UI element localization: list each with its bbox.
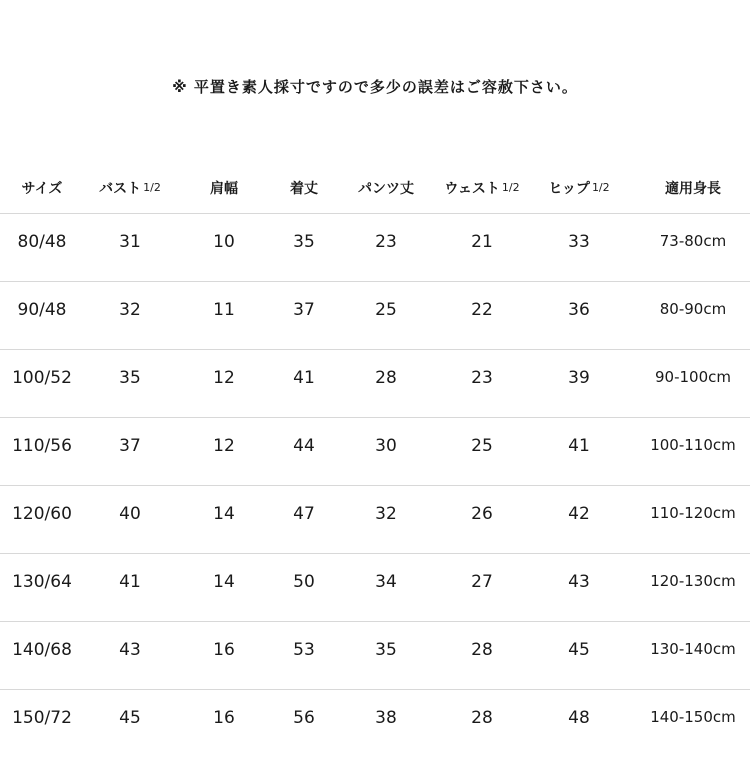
cell-shoulder: 12 xyxy=(213,368,235,388)
cell-waist: 28 xyxy=(471,708,493,728)
measurement-note: ※ 平置き素人採寸ですので多少の誤差はご容赦下さい。 xyxy=(172,78,578,96)
cell-waist: 23 xyxy=(471,368,493,388)
cell-shoulder: 16 xyxy=(213,708,235,728)
table-row xyxy=(0,214,750,282)
cell-pants-length: 23 xyxy=(375,232,397,252)
cell-height: 120-130cm xyxy=(650,572,736,590)
cell-length: 47 xyxy=(293,504,315,524)
cell-hip: 39 xyxy=(568,368,590,388)
cell-bust: 35 xyxy=(119,368,141,388)
cell-hip: 33 xyxy=(568,232,590,252)
cell-length: 56 xyxy=(293,708,315,728)
table-row xyxy=(0,554,750,622)
cell-size: 90/48 xyxy=(17,300,67,320)
cell-length: 37 xyxy=(293,300,315,320)
table-row xyxy=(0,486,750,554)
cell-size: 110/56 xyxy=(12,436,72,456)
header-cell-bust: バスト 1/2 xyxy=(99,181,161,197)
cell-shoulder: 14 xyxy=(213,504,235,524)
cell-size: 130/64 xyxy=(12,572,72,592)
cell-length: 44 xyxy=(293,436,315,456)
cell-size: 80/48 xyxy=(17,232,67,252)
cell-height: 73-80cm xyxy=(659,232,727,250)
cell-pants-length: 32 xyxy=(375,504,397,524)
cell-size: 120/60 xyxy=(12,504,72,524)
cell-pants-length: 30 xyxy=(375,436,397,456)
cell-hip: 42 xyxy=(568,504,590,524)
table-body xyxy=(0,214,750,758)
cell-length: 53 xyxy=(293,640,315,660)
cell-height: 80-90cm xyxy=(659,300,727,318)
cell-bust: 32 xyxy=(119,300,141,320)
header-cell-size: サイズ xyxy=(21,181,63,197)
cell-height: 140-150cm xyxy=(650,708,736,726)
cell-waist: 21 xyxy=(471,232,493,252)
cell-hip: 43 xyxy=(568,572,590,592)
size-table xyxy=(0,170,750,758)
cell-waist: 27 xyxy=(471,572,493,592)
cell-height: 110-120cm xyxy=(650,504,736,522)
header-cell-waist: ウェスト 1/2 xyxy=(444,181,520,197)
cell-size: 150/72 xyxy=(12,708,72,728)
cell-length: 50 xyxy=(293,572,315,592)
cell-pants-length: 28 xyxy=(375,368,397,388)
table-header-row xyxy=(0,170,750,214)
cell-shoulder: 11 xyxy=(213,300,235,320)
cell-hip: 36 xyxy=(568,300,590,320)
header-cell-hip: ヒップ 1/2 xyxy=(548,181,610,197)
header-cell-pants-length: パンツ丈 xyxy=(358,181,414,197)
header-cell-length: 着丈 xyxy=(290,181,318,197)
cell-waist: 22 xyxy=(471,300,493,320)
cell-shoulder: 16 xyxy=(213,640,235,660)
cell-length: 35 xyxy=(293,232,315,252)
table-row xyxy=(0,622,750,690)
cell-bust: 31 xyxy=(119,232,141,252)
table-row xyxy=(0,350,750,418)
cell-shoulder: 14 xyxy=(213,572,235,592)
cell-bust: 37 xyxy=(119,436,141,456)
cell-waist: 25 xyxy=(471,436,493,456)
cell-hip: 45 xyxy=(568,640,590,660)
cell-bust: 45 xyxy=(119,708,141,728)
cell-pants-length: 34 xyxy=(375,572,397,592)
cell-bust: 40 xyxy=(119,504,141,524)
cell-hip: 41 xyxy=(568,436,590,456)
cell-waist: 28 xyxy=(471,640,493,660)
cell-height: 100-110cm xyxy=(650,436,736,454)
cell-bust: 43 xyxy=(119,640,141,660)
cell-length: 41 xyxy=(293,368,315,388)
header-cell-height: 適用身長 xyxy=(665,181,721,197)
cell-shoulder: 10 xyxy=(213,232,235,252)
table-row xyxy=(0,418,750,486)
cell-pants-length: 25 xyxy=(375,300,397,320)
cell-height: 90-100cm xyxy=(655,368,731,386)
header-cell-shoulder: 肩幅 xyxy=(210,181,238,197)
cell-hip: 48 xyxy=(568,708,590,728)
table-row xyxy=(0,282,750,350)
cell-pants-length: 38 xyxy=(375,708,397,728)
cell-shoulder: 12 xyxy=(213,436,235,456)
cell-size: 100/52 xyxy=(12,368,72,388)
table-row xyxy=(0,690,750,758)
cell-pants-length: 35 xyxy=(375,640,397,660)
cell-size: 140/68 xyxy=(12,640,72,660)
cell-height: 130-140cm xyxy=(650,640,736,658)
cell-bust: 41 xyxy=(119,572,141,592)
cell-waist: 26 xyxy=(471,504,493,524)
